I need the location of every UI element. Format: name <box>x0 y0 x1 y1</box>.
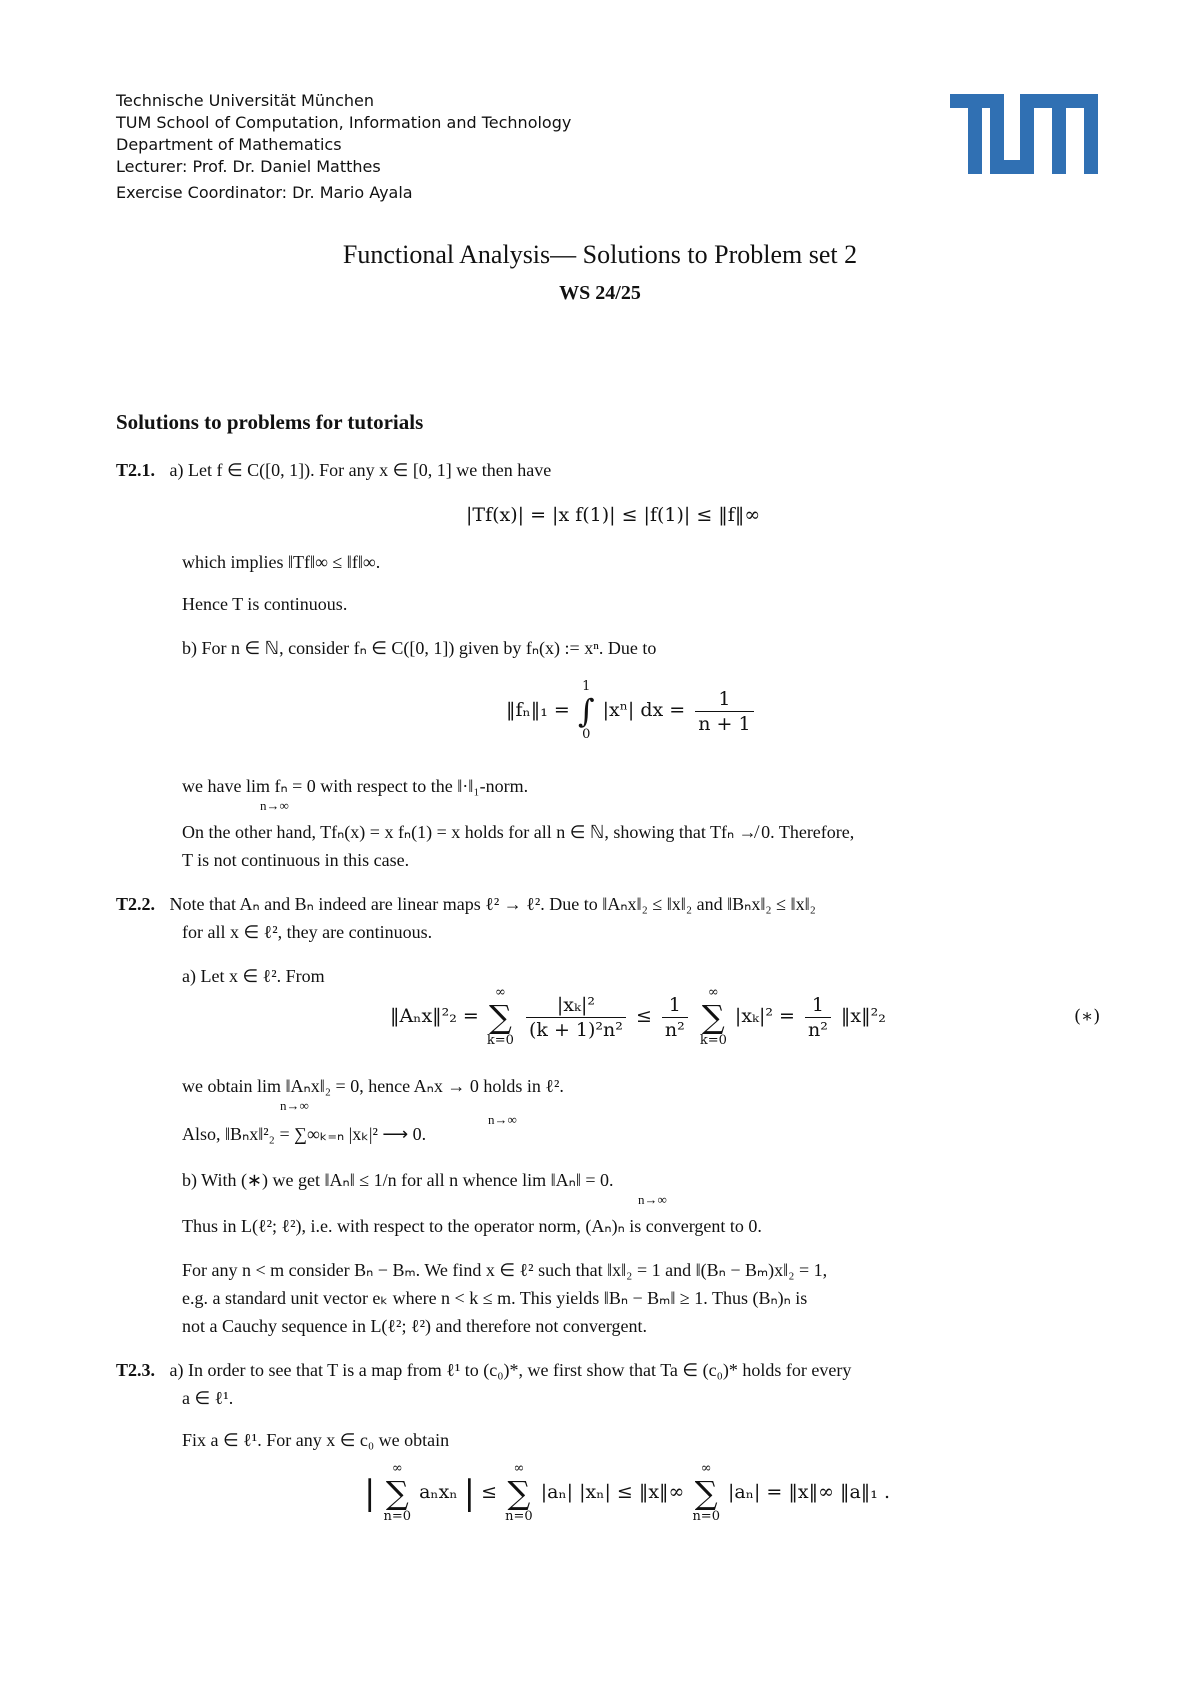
department-name: Department of Mathematics <box>116 135 342 154</box>
t22-fraction-2 <box>662 993 688 1042</box>
t22-a-intro: a) Let x ∈ ℓ². From <box>182 966 325 986</box>
t22-also-over: n→∞ <box>488 1112 517 1127</box>
t22-obtain <box>182 1072 564 1113</box>
university-name: Technische Universität München <box>116 91 375 110</box>
t21-eq2-mid: |xⁿ| dx = <box>602 699 686 721</box>
t23-sum-2 <box>505 1462 533 1524</box>
t22-sum-1-top: ∞ <box>495 985 506 1000</box>
t23-fix: Fix a ∈ ℓ¹. For any x ∈ c₀ we obtain <box>182 1430 450 1450</box>
sum-symbol: ∑ <box>507 1474 531 1512</box>
t23-equation <box>364 1462 890 1524</box>
sum-symbol: ∑ <box>694 1474 718 1512</box>
t22-frac2-den: n² <box>664 1018 685 1041</box>
t22-also-text: Also, ‖Bₙx‖²₂ = ∑∞ₖ₌ₙ |xₖ|² ⟶ 0. <box>182 1124 427 1144</box>
t22-eq-end: ‖x‖²₂ <box>840 1005 886 1027</box>
t22-leq: ≤ <box>635 1005 652 1027</box>
t22-fraction-3 <box>805 993 831 1042</box>
t21-b-intro: b) For n ∈ ℕ, consider fₙ ∈ C([0, 1]) given by fₙ(x) := xⁿ. Due to <box>182 638 657 658</box>
t21-limit-text: we have lim fₙ = 0 with respect to the ‖·‖₁-norm. <box>182 776 529 796</box>
t22-any-1: For any n < m consider Bₙ − Bₘ. We find x ∈ ℓ² such that ‖x‖₂ = 1 and ‖(Bₙ − Bₘ)x‖₂ = 1, <box>182 1260 828 1280</box>
t23-eq-p1: aₙxₙ <box>419 1481 458 1503</box>
t22-frac1-den: (k + 1)²n² <box>529 1018 623 1041</box>
t23-a-1 <box>116 1356 851 1384</box>
sum-symbol: ∑ <box>489 998 512 1036</box>
abs-bar-left: | <box>364 1473 376 1513</box>
t21-a-intro <box>116 456 551 484</box>
t22-eq-mid: |xₖ|² = <box>734 1005 795 1027</box>
t23-sum-3 <box>692 1462 720 1524</box>
t21-limit <box>182 772 529 813</box>
sum-symbol: ∑ <box>385 1474 409 1512</box>
lecturer-line: Lecturer: Prof. Dr. Daniel Matthes <box>116 157 381 176</box>
t23-eq-p2: ≤ <box>481 1481 498 1503</box>
t22-sum-1-bottom: k=0 <box>486 1033 514 1048</box>
t22-frac2-num: 1 <box>662 993 688 1018</box>
t23-sum-1-bottom: n=0 <box>383 1509 412 1524</box>
t22-sum-2-bottom: k=0 <box>699 1033 727 1048</box>
coordinator-line: Exercise Coordinator: Dr. Mario Ayala <box>116 183 413 202</box>
t21-integral-bottom: 0 <box>582 727 591 742</box>
document-title: Functional Analysis— Solutions to Problem set 2 <box>342 240 858 269</box>
t23-a-text: a) In order to see that T is a map from ℓ¹ to (c₀)*, we first show that Ta ∈ (c₀)* holds for every <box>169 1360 852 1380</box>
tum-logo <box>950 94 1098 174</box>
t21-eq2-denominator: n + 1 <box>698 712 751 735</box>
t21-eq2-fraction <box>695 687 753 736</box>
t21-label: T2.1. <box>116 460 156 480</box>
t22-eq-lhs: ‖Aₙx‖²₂ = <box>390 1005 479 1027</box>
t22-any-3: not a Cauchy sequence in L(ℓ²; ℓ²) and therefore not convergent. <box>182 1316 648 1336</box>
t22-fraction-1 <box>526 993 626 1042</box>
t22-intro-1 <box>116 890 816 918</box>
t21-integral-top: 1 <box>582 679 591 694</box>
t23-sum-2-bottom: n=0 <box>505 1509 533 1524</box>
t22-sum-2 <box>700 986 727 1048</box>
t21-eq2-lhs: ‖fₙ‖₁ = <box>506 699 570 721</box>
t22-intro-text: Note that Aₙ and Bₙ indeed are linear maps ℓ² → ℓ². Due to ‖Aₙx‖₂ ≤ ‖x‖₂ and ‖Bₙx‖₂ ≤ ‖x‖₂ <box>169 894 816 914</box>
t23-eq-p4: |aₙ| = ‖x‖∞ ‖a‖₁ . <box>728 1481 890 1503</box>
t21-integral <box>578 680 595 742</box>
t22-also <box>182 1112 517 1148</box>
t23-eq-p3: |aₙ| |xₙ| ≤ ‖x‖∞ <box>540 1481 685 1503</box>
t22-sum-1 <box>487 986 514 1048</box>
t21-implies: which implies ‖Tf‖∞ ≤ ‖f‖∞. <box>182 552 381 572</box>
t22-obtain-sub: n→∞ <box>280 1098 309 1113</box>
t21-other-1: On the other hand, Tfₙ(x) = x fₙ(1) = x holds for all n ∈ ℕ, showing that Tfₙ ↛ 0. Therefore, <box>182 822 855 842</box>
t22-intro-2: for all x ∈ ℓ², they are continuous. <box>182 922 433 942</box>
abs-bar-right: | <box>463 1473 476 1513</box>
t22-b-text: b) With (∗) we get ‖Aₙ‖ ≤ 1/n for all n whence lim ‖Aₙ‖ = 0. <box>182 1170 614 1190</box>
integral-symbol: ∫ <box>577 692 595 730</box>
t22-frac3-num: 1 <box>805 993 831 1018</box>
t21-other-2: T is not continuous in this case. <box>182 850 410 870</box>
t21-eq2-numerator: 1 <box>695 687 753 712</box>
t23-a-2: a ∈ ℓ¹. <box>182 1388 234 1408</box>
t21-equation-2 <box>506 680 758 742</box>
t21-hence: Hence T is continuous. <box>182 594 348 614</box>
t22-frac3-den: n² <box>808 1018 828 1041</box>
t21-limit-sub: n→∞ <box>260 798 289 813</box>
t22-label: T2.2. <box>116 894 156 914</box>
t22-sum-2-top: ∞ <box>707 985 719 1000</box>
school-name: TUM School of Computation, Information and Technology <box>116 113 572 132</box>
t21-a-text: a) Let f ∈ C([0, 1]). For any x ∈ [0, 1] we then have <box>169 460 552 480</box>
t23-sum-1 <box>384 1462 412 1524</box>
equation-tag: (∗) <box>1074 1006 1101 1027</box>
t22-thus: Thus in L(ℓ²; ℓ²), i.e. with respect to the operator norm, (Aₙ)ₙ is convergent to 0. <box>182 1216 762 1236</box>
t22-any-2: e.g. a standard unit vector eₖ where n < k ≤ m. This yields ‖Bₙ − Bₘ‖ ≥ 1. Thus (Bₙ)ₙ is <box>182 1288 808 1308</box>
t22-obtain-text: we obtain lim ‖Aₙx‖₂ = 0, hence Aₙx → 0 holds in ℓ². <box>182 1076 564 1096</box>
t22-b <box>182 1166 667 1207</box>
t23-sum-1-top: ∞ <box>391 1461 403 1476</box>
sum-symbol: ∑ <box>701 998 725 1036</box>
t21-equation-1: |Tf(x)| = |x f(1)| ≤ |f(1)| ≤ ‖f‖∞ <box>466 504 761 526</box>
t23-label: T2.3. <box>116 1360 156 1380</box>
t23-sum-3-bottom: n=0 <box>692 1509 720 1524</box>
section-heading: Solutions to problems for tutorials <box>116 410 424 434</box>
t22-b-sub: n→∞ <box>638 1192 667 1207</box>
t23-sum-2-top: ∞ <box>513 1461 525 1476</box>
t22-equation <box>390 986 886 1048</box>
t23-sum-3-top: ∞ <box>700 1461 712 1476</box>
institution-header <box>116 90 571 204</box>
t22-frac1-num: |xₖ|² <box>526 993 626 1018</box>
document-subtitle: WS 24/25 <box>559 282 641 304</box>
